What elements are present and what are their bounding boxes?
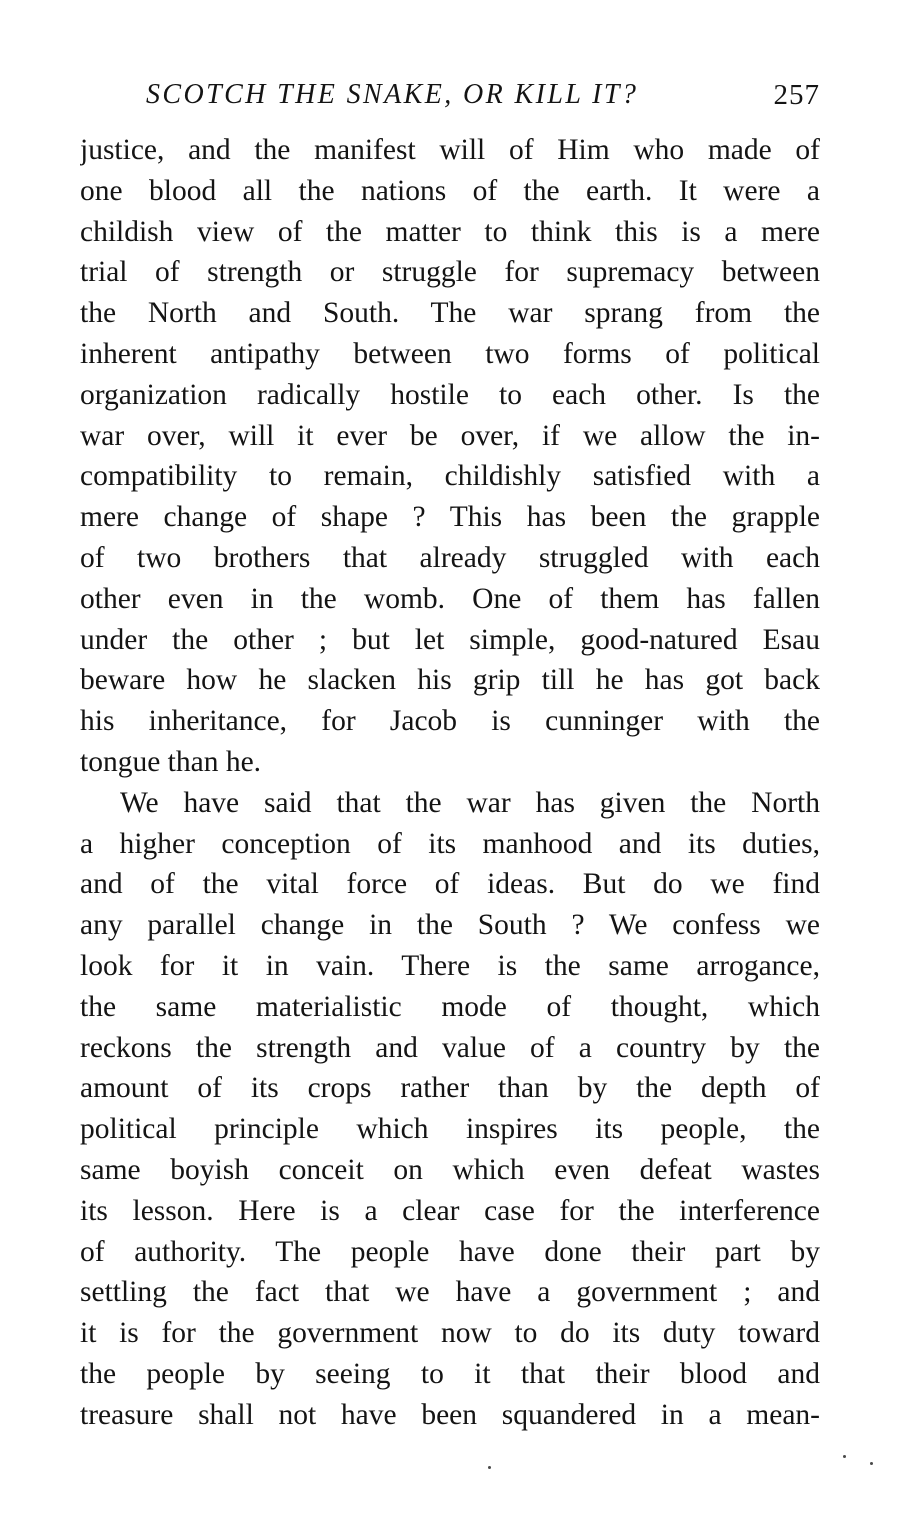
text-line: war over, will it ever be over, if we allow the in- [80, 419, 820, 452]
text-line: it is for the government now to do its duty toward [80, 1317, 820, 1350]
text-line: and of the vital force of ideas. But do we find [80, 868, 820, 901]
text-line: look for it in vain. There is the same arrogance, [80, 949, 820, 982]
ink-speck [870, 1462, 873, 1465]
running-head [80, 72, 820, 118]
text-line: We have said that the war has given the North [120, 786, 820, 819]
text-line: his inheritance, for Jacob is cunninger with the [80, 705, 820, 738]
body-text [80, 130, 820, 1436]
text-line: of authority. The people have done their part by [80, 1235, 820, 1268]
text-line: under the other ; but let simple, good-natured Esau [80, 623, 820, 656]
text-line: the people by seeing to it that their blood and [80, 1357, 820, 1390]
text-line: inherent antipathy between two forms of political [80, 337, 820, 370]
text-line: amount of its crops rather than by the depth of [80, 1072, 820, 1105]
paragraph-1 [80, 130, 820, 783]
text-line: mere change of shape ? This has been the grapple [80, 501, 820, 534]
text-line: tongue than he. [80, 745, 262, 778]
text-line: the North and South. The war sprang from the [80, 297, 820, 330]
text-line: of two brothers that already struggled with each [80, 541, 820, 574]
text-line: reckons the strength and value of a country by the [80, 1031, 820, 1064]
text-line: beware how he slacken his grip till he has got back [80, 664, 820, 697]
text-line: childish view of the matter to think this is a mere [80, 215, 820, 248]
text-line: compatibility to remain, childishly satisfied with a [80, 460, 820, 493]
ink-speck [843, 1455, 846, 1458]
text-line: justice, and the manifest will of Him who made of [80, 134, 820, 166]
text-line: the same materialistic mode of thought, which [80, 990, 820, 1023]
text-line: settling the fact that we have a government ; and [80, 1276, 820, 1309]
text-line: other even in the womb. One of them has fallen [80, 582, 820, 615]
page-number: 257 [773, 79, 820, 111]
text-line: organization radically hostile to each other. Is the [80, 378, 820, 411]
ink-speck [488, 1466, 491, 1469]
paragraph-2 [80, 783, 820, 1436]
text-line: a higher conception of its manhood and its duties, [80, 827, 820, 860]
page-content [80, 72, 820, 1436]
text-line: treasure shall not have been squandered in a mean- [80, 1398, 820, 1431]
running-title: SCOTCH THE SNAKE, OR KILL IT? [146, 79, 639, 110]
text-line: same boyish conceit on which even defeat wastes [80, 1153, 820, 1186]
text-line: trial of strength or struggle for supremacy between [80, 256, 820, 289]
text-line: its lesson. Here is a clear case for the interference [80, 1194, 820, 1227]
text-line: one blood all the nations of the earth. It were a [80, 174, 820, 207]
text-line: political principle which inspires its people, the [80, 1113, 820, 1146]
text-line: any parallel change in the South ? We confess we [80, 909, 820, 942]
